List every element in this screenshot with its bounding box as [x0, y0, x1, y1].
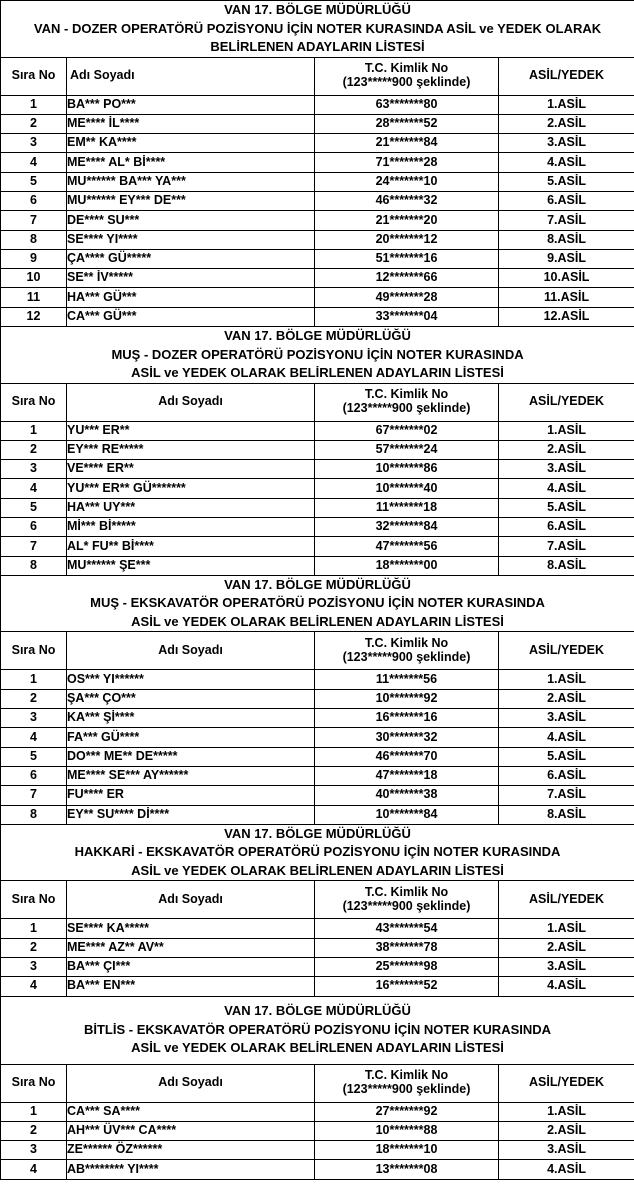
- table-row: [1, 537, 634, 556]
- table-row: [1, 191, 634, 210]
- cell-sira-no: 11: [1, 288, 67, 307]
- table-row: [1, 153, 634, 172]
- header-tc-label: T.C. Kimlik No: [364, 61, 449, 76]
- cell-tc-kimlik-no: 46*******70: [315, 747, 499, 766]
- cell-adi-soyadi: AL* FU** Bİ****: [67, 537, 315, 556]
- header-asil-yedek: ASİL/YEDEK: [499, 632, 634, 670]
- cell-adi-soyadi: ME**** İL****: [67, 114, 315, 133]
- cell-tc-kimlik-no: 10*******84: [315, 805, 499, 824]
- cell-asil-yedek: 11.ASİL: [499, 288, 634, 307]
- section-title-row: [1, 1, 634, 58]
- cell-sira-no: 5: [1, 747, 67, 766]
- table-row: [1, 1160, 634, 1179]
- header-adi-soyadi: Adı Soyadı: [67, 881, 315, 919]
- cell-asil-yedek: 5.ASİL: [499, 498, 634, 517]
- cell-asil-yedek: 4.ASİL: [499, 1160, 634, 1179]
- cell-adi-soyadi: EM** KA****: [67, 134, 315, 153]
- cell-adi-soyadi: ME**** SE*** AY******: [67, 766, 315, 785]
- cell-tc-kimlik-no: 10*******86: [315, 460, 499, 479]
- header-tc-format: (123*****900 şeklinde): [342, 649, 471, 664]
- header-adi-soyadi: Adı Soyadı: [67, 57, 315, 95]
- cell-asil-yedek: 1.ASİL: [499, 1102, 634, 1121]
- header-tc-kimlik-no: [315, 1064, 499, 1102]
- cell-adi-soyadi: FU**** ER: [67, 786, 315, 805]
- table-row: [1, 479, 634, 498]
- cell-adi-soyadi: EY*** RE*****: [67, 440, 315, 459]
- cell-sira-no: 1: [1, 421, 67, 440]
- cell-tc-kimlik-no: 11*******56: [315, 670, 499, 689]
- cell-adi-soyadi: ME**** AZ** AV**: [67, 938, 315, 957]
- column-header-row: [1, 383, 634, 421]
- header-asil-yedek: ASİL/YEDEK: [499, 383, 634, 421]
- header-sira-no: Sıra No: [1, 1064, 67, 1102]
- cell-adi-soyadi: SE**** YI****: [67, 230, 315, 249]
- cell-tc-kimlik-no: 28*******52: [315, 114, 499, 133]
- section-title-row: [1, 575, 634, 632]
- list-title-line: ASİL ve YEDEK OLARAK BELİRLENEN ADAYLARIN LİSTESİ: [131, 862, 504, 878]
- header-tc-format: (123*****900 şeklinde): [342, 401, 471, 416]
- cell-adi-soyadi: ZE****** ÖZ******: [67, 1141, 315, 1160]
- cell-tc-kimlik-no: 40*******38: [315, 786, 499, 805]
- cell-sira-no: 2: [1, 1121, 67, 1140]
- cell-tc-kimlik-no: 57*******24: [315, 440, 499, 459]
- table-row: [1, 766, 634, 785]
- header-asil-yedek: ASİL/YEDEK: [499, 57, 634, 95]
- cell-asil-yedek: 7.ASİL: [499, 211, 634, 230]
- cell-adi-soyadi: EY** SU**** Dİ****: [67, 805, 315, 824]
- cell-adi-soyadi: AB******** YI****: [67, 1160, 315, 1179]
- cell-sira-no: 3: [1, 460, 67, 479]
- table-row: [1, 518, 634, 537]
- cell-sira-no: 4: [1, 728, 67, 747]
- table-row: [1, 269, 634, 288]
- cell-tc-kimlik-no: 51*******16: [315, 249, 499, 268]
- section-title-row: [1, 996, 634, 1064]
- table-row: [1, 689, 634, 708]
- cell-adi-soyadi: DE**** SU***: [67, 211, 315, 230]
- column-header-row: [1, 1064, 634, 1102]
- table-row: [1, 977, 634, 996]
- header-tc-format: (123*****900 şeklinde): [342, 898, 471, 913]
- cell-adi-soyadi: KA*** Şİ****: [67, 709, 315, 728]
- cell-tc-kimlik-no: 13*******08: [315, 1160, 499, 1179]
- cell-adi-soyadi: DO*** ME** DE*****: [67, 747, 315, 766]
- header-adi-soyadi: Adı Soyadı: [67, 383, 315, 421]
- cell-sira-no: 7: [1, 537, 67, 556]
- header-tc-kimlik-no: [315, 57, 499, 95]
- header-tc-kimlik-no: [315, 383, 499, 421]
- list-title-line: VAN - DOZER OPERATÖRÜ POZİSYONU İÇİN NOTER KURASINDA ASİL ve YEDEK OLARAK: [33, 20, 602, 36]
- table-row: [1, 1102, 634, 1121]
- header-asil-yedek: ASİL/YEDEK: [499, 1064, 634, 1102]
- cell-sira-no: 1: [1, 1102, 67, 1121]
- table-row: [1, 670, 634, 689]
- cell-adi-soyadi: SE**** KA*****: [67, 919, 315, 938]
- cell-adi-soyadi: SE** İV*****: [67, 269, 315, 288]
- table-row: [1, 1141, 634, 1160]
- cell-sira-no: 3: [1, 709, 67, 728]
- cell-asil-yedek: 1.ASİL: [499, 421, 634, 440]
- cell-asil-yedek: 3.ASİL: [499, 1141, 634, 1160]
- cell-tc-kimlik-no: 10*******88: [315, 1121, 499, 1140]
- header-tc-label: T.C. Kimlik No: [364, 636, 449, 651]
- cell-sira-no: 1: [1, 670, 67, 689]
- cell-adi-soyadi: ME**** AL* Bİ****: [67, 153, 315, 172]
- cell-asil-yedek: 2.ASİL: [499, 938, 634, 957]
- column-header-row: [1, 632, 634, 670]
- cell-tc-kimlik-no: 20*******12: [315, 230, 499, 249]
- cell-adi-soyadi: MU****** EY*** DE***: [67, 191, 315, 210]
- office-title: VAN 17. BÖLGE MÜDÜRLÜĞÜ: [224, 328, 411, 344]
- cell-asil-yedek: 6.ASİL: [499, 518, 634, 537]
- cell-adi-soyadi: YU*** ER**: [67, 421, 315, 440]
- cell-asil-yedek: 3.ASİL: [499, 460, 634, 479]
- header-tc-label: T.C. Kimlik No: [364, 1068, 449, 1083]
- table-row: [1, 230, 634, 249]
- cell-sira-no: 1: [1, 95, 67, 114]
- cell-asil-yedek: 3.ASİL: [499, 134, 634, 153]
- header-sira-no: Sıra No: [1, 632, 67, 670]
- cell-asil-yedek: 7.ASİL: [499, 537, 634, 556]
- cell-sira-no: 6: [1, 191, 67, 210]
- cell-tc-kimlik-no: 30*******32: [315, 728, 499, 747]
- cell-tc-kimlik-no: 27*******92: [315, 1102, 499, 1121]
- table-row: [1, 919, 634, 938]
- cell-sira-no: 1: [1, 919, 67, 938]
- table-row: [1, 421, 634, 440]
- table-row: [1, 957, 634, 976]
- cell-sira-no: 4: [1, 153, 67, 172]
- column-header-row: [1, 57, 634, 95]
- cell-sira-no: 3: [1, 134, 67, 153]
- cell-tc-kimlik-no: 33*******04: [315, 307, 499, 326]
- cell-sira-no: 12: [1, 307, 67, 326]
- cell-adi-soyadi: BA*** PO***: [67, 95, 315, 114]
- cell-tc-kimlik-no: 16*******16: [315, 709, 499, 728]
- cell-tc-kimlik-no: 46*******32: [315, 191, 499, 210]
- section-title: [1, 327, 634, 384]
- cell-adi-soyadi: ŞA*** ÇO***: [67, 689, 315, 708]
- section-title: [1, 575, 634, 632]
- section-title-row: [1, 327, 634, 384]
- cell-tc-kimlik-no: 10*******92: [315, 689, 499, 708]
- table-row: [1, 288, 634, 307]
- cell-sira-no: 6: [1, 518, 67, 537]
- cell-sira-no: 2: [1, 440, 67, 459]
- cell-sira-no: 4: [1, 977, 67, 996]
- cell-tc-kimlik-no: 24*******10: [315, 172, 499, 191]
- table-row: [1, 307, 634, 326]
- table-row: [1, 134, 634, 153]
- header-tc-format: (123*****900 şeklinde): [342, 1082, 471, 1096]
- cell-asil-yedek: 8.ASİL: [499, 556, 634, 575]
- header-adi-soyadi: Adı Soyadı: [67, 1064, 315, 1102]
- table-row: [1, 786, 634, 805]
- section-title: [1, 1, 634, 58]
- cell-tc-kimlik-no: 18*******10: [315, 1141, 499, 1160]
- cell-asil-yedek: 5.ASİL: [499, 747, 634, 766]
- cell-asil-yedek: 6.ASİL: [499, 191, 634, 210]
- table-row: [1, 728, 634, 747]
- cell-tc-kimlik-no: 32*******84: [315, 518, 499, 537]
- header-adi-soyadi: Adı Soyadı: [67, 632, 315, 670]
- cell-adi-soyadi: Mİ*** Bİ*****: [67, 518, 315, 537]
- cell-sira-no: 4: [1, 479, 67, 498]
- cell-adi-soyadi: MU****** BA*** YA***: [67, 172, 315, 191]
- cell-asil-yedek: 1.ASİL: [499, 95, 634, 114]
- table-row: [1, 556, 634, 575]
- cell-sira-no: 2: [1, 114, 67, 133]
- cell-asil-yedek: 1.ASİL: [499, 670, 634, 689]
- table-row: [1, 95, 634, 114]
- cell-asil-yedek: 4.ASİL: [499, 977, 634, 996]
- cell-tc-kimlik-no: 63*******80: [315, 95, 499, 114]
- cell-asil-yedek: 1.ASİL: [499, 919, 634, 938]
- cell-adi-soyadi: ÇA**** GÜ*****: [67, 249, 315, 268]
- cell-adi-soyadi: HA*** GÜ***: [67, 288, 315, 307]
- cell-asil-yedek: 12.ASİL: [499, 307, 634, 326]
- header-sira-no: Sıra No: [1, 881, 67, 919]
- cell-tc-kimlik-no: 16*******52: [315, 977, 499, 996]
- cell-adi-soyadi: CA*** SA****: [67, 1102, 315, 1121]
- cell-sira-no: 2: [1, 689, 67, 708]
- list-title-line: ASİL ve YEDEK OLARAK BELİRLENEN ADAYLARIN LİSTESİ: [131, 365, 504, 381]
- cell-adi-soyadi: BA*** ÇI***: [67, 957, 315, 976]
- cell-sira-no: 5: [1, 498, 67, 517]
- cell-sira-no: 5: [1, 172, 67, 191]
- table-row: [1, 249, 634, 268]
- cell-tc-kimlik-no: 11*******18: [315, 498, 499, 517]
- cell-tc-kimlik-no: 47*******56: [315, 537, 499, 556]
- cell-tc-kimlik-no: 10*******40: [315, 479, 499, 498]
- table-row: [1, 709, 634, 728]
- cell-sira-no: 9: [1, 249, 67, 268]
- table-row: [1, 747, 634, 766]
- cell-asil-yedek: 9.ASİL: [499, 249, 634, 268]
- list-title-line: BİTLİS - EKSKAVATÖR OPERATÖRÜ POZİSYONU İÇİN NOTER KURASINDA: [83, 1021, 552, 1037]
- column-header-row: [1, 881, 634, 919]
- cell-adi-soyadi: MU****** ŞE***: [67, 556, 315, 575]
- cell-asil-yedek: 4.ASİL: [499, 728, 634, 747]
- cell-sira-no: 7: [1, 211, 67, 230]
- cell-asil-yedek: 10.ASİL: [499, 269, 634, 288]
- header-tc-format: (123*****900 şeklinde): [342, 75, 471, 89]
- office-title: VAN 17. BÖLGE MÜDÜRLÜĞÜ: [224, 825, 411, 841]
- cell-asil-yedek: 2.ASİL: [499, 114, 634, 133]
- table-row: [1, 805, 634, 824]
- cell-adi-soyadi: CA*** GÜ***: [67, 307, 315, 326]
- cell-sira-no: 3: [1, 957, 67, 976]
- list-title-line: ASİL ve YEDEK OLARAK BELİRLENEN ADAYLARIN LİSTESİ: [131, 1040, 504, 1056]
- cell-sira-no: 4: [1, 1160, 67, 1179]
- list-title-line: MUŞ - EKSKAVATÖR OPERATÖRÜ POZİSYONU İÇİN NOTER KURASINDA: [90, 595, 545, 611]
- table-row: [1, 114, 634, 133]
- cell-asil-yedek: 5.ASİL: [499, 172, 634, 191]
- cell-sira-no: 2: [1, 938, 67, 957]
- cell-sira-no: 8: [1, 556, 67, 575]
- cell-tc-kimlik-no: 49*******28: [315, 288, 499, 307]
- table-row: [1, 440, 634, 459]
- cell-adi-soyadi: BA*** EN***: [67, 977, 315, 996]
- cell-sira-no: 6: [1, 766, 67, 785]
- cell-asil-yedek: 7.ASİL: [499, 786, 634, 805]
- list-title-line: HAKKARİ - EKSKAVATÖR OPERATÖRÜ POZİSYONU İÇİN NOTER KURASINDA: [74, 844, 561, 860]
- cell-tc-kimlik-no: 21*******20: [315, 211, 499, 230]
- cell-adi-soyadi: AH*** ÜV*** CA****: [67, 1121, 315, 1140]
- header-tc-label: T.C. Kimlik No: [364, 387, 449, 402]
- cell-asil-yedek: 3.ASİL: [499, 957, 634, 976]
- cell-tc-kimlik-no: 67*******02: [315, 421, 499, 440]
- header-tc-label: T.C. Kimlik No: [364, 885, 449, 900]
- cell-tc-kimlik-no: 18*******00: [315, 556, 499, 575]
- cell-asil-yedek: 2.ASİL: [499, 440, 634, 459]
- table-row: [1, 1121, 634, 1140]
- cell-sira-no: 10: [1, 269, 67, 288]
- cell-sira-no: 8: [1, 230, 67, 249]
- cell-asil-yedek: 3.ASİL: [499, 709, 634, 728]
- cell-asil-yedek: 8.ASİL: [499, 805, 634, 824]
- cell-sira-no: 8: [1, 805, 67, 824]
- cell-sira-no: 7: [1, 786, 67, 805]
- header-asil-yedek: ASİL/YEDEK: [499, 881, 634, 919]
- cell-asil-yedek: 8.ASİL: [499, 230, 634, 249]
- cell-asil-yedek: 2.ASİL: [499, 689, 634, 708]
- cell-tc-kimlik-no: 21*******84: [315, 134, 499, 153]
- section-title-row: [1, 824, 634, 881]
- cell-tc-kimlik-no: 12*******66: [315, 269, 499, 288]
- cell-sira-no: 3: [1, 1141, 67, 1160]
- header-sira-no: Sıra No: [1, 383, 67, 421]
- table-row: [1, 172, 634, 191]
- cell-tc-kimlik-no: 43*******54: [315, 919, 499, 938]
- section-title: [1, 996, 634, 1064]
- list-title-line: MUŞ - DOZER OPERATÖRÜ POZİSYONU İÇİN NOTER KURASINDA: [111, 346, 524, 362]
- table-row: [1, 938, 634, 957]
- section-title: [1, 824, 634, 881]
- table-row: [1, 460, 634, 479]
- cell-asil-yedek: 4.ASİL: [499, 153, 634, 172]
- header-sira-no: Sıra No: [1, 57, 67, 95]
- cell-adi-soyadi: OS*** YI******: [67, 670, 315, 689]
- cell-adi-soyadi: FA*** GÜ****: [67, 728, 315, 747]
- cell-asil-yedek: 4.ASİL: [499, 479, 634, 498]
- cell-asil-yedek: 6.ASİL: [499, 766, 634, 785]
- list-title-line: ASİL ve YEDEK OLARAK BELİRLENEN ADAYLARIN LİSTESİ: [131, 613, 504, 629]
- header-tc-kimlik-no: [315, 632, 499, 670]
- office-title: VAN 17. BÖLGE MÜDÜRLÜĞÜ: [224, 1003, 411, 1019]
- cell-asil-yedek: 2.ASİL: [499, 1121, 634, 1140]
- table-row: [1, 498, 634, 517]
- list-title-line: BELİRLENEN ADAYLARIN LİSTESİ: [210, 39, 425, 54]
- cell-tc-kimlik-no: 71*******28: [315, 153, 499, 172]
- office-title: VAN 17. BÖLGE MÜDÜRLÜĞÜ: [224, 2, 411, 17]
- cell-adi-soyadi: HA*** UY***: [67, 498, 315, 517]
- cell-adi-soyadi: VE**** ER**: [67, 460, 315, 479]
- header-tc-kimlik-no: [315, 881, 499, 919]
- cell-tc-kimlik-no: 25*******98: [315, 957, 499, 976]
- table-row: [1, 211, 634, 230]
- office-title: VAN 17. BÖLGE MÜDÜRLÜĞÜ: [224, 576, 411, 592]
- cell-tc-kimlik-no: 38*******78: [315, 938, 499, 957]
- cell-tc-kimlik-no: 47*******18: [315, 766, 499, 785]
- cell-adi-soyadi: YU*** ER** GÜ*******: [67, 479, 315, 498]
